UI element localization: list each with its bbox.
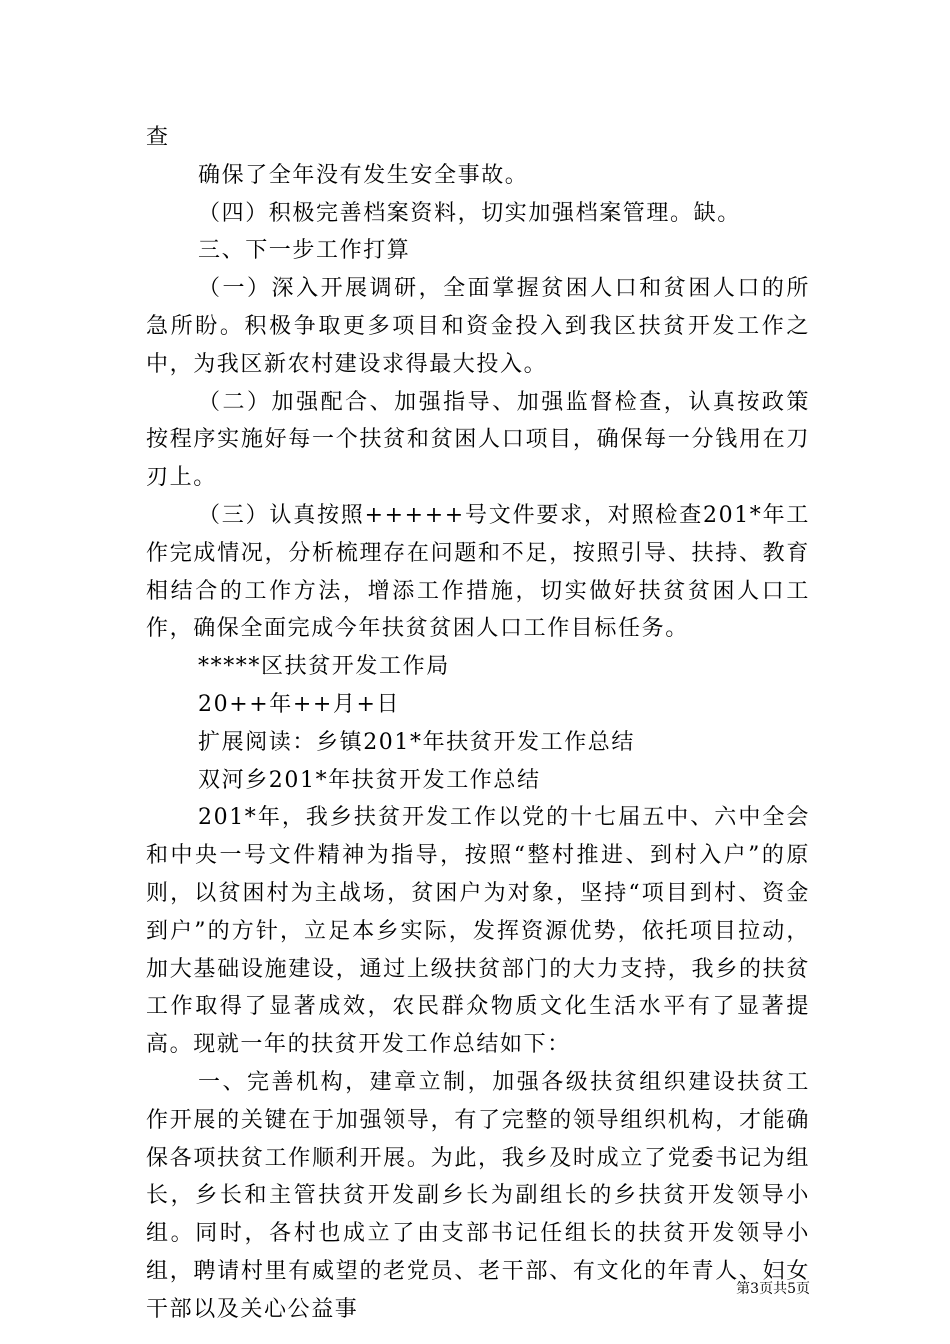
paragraph: （二）加强配合、加强指导、加强监督检查，认真按政策按程序实施好每一个扶贫和贫困人口项目，确保每一分钱用在刀刃上。: [146, 389, 810, 491]
section-heading: 三、下一步工作打算: [198, 238, 411, 264]
extended-reading-label: 扩展阅读：乡镇201*年扶贫开发工作总结: [198, 729, 635, 755]
paragraph: 201*年，我乡扶贫开发工作以党的十七届五中、六中全会和中央一号文件精神为指导，按照“整村推进、到村入户”的原则，以贫困村为主战场，贫困户为对象，坚持“项目到村、资金到户”的方针，立足本乡实际，发挥资源优势，依托项目拉动，加大基础设施建设，通过上级扶贫部门的大力支持，我乡的扶贫工作取得了显著成效，农民群众物质文化生活水平有了显著提高。现就一年的扶贫开发工作总结如下：: [146, 805, 810, 1058]
paragraph: （一）深入开展调研，全面掌握贫困人口和贫困人口的所急所盼。积极争取更多项目和资金投入到我区扶贫开发工作之中，为我区新农村建设求得最大投入。: [146, 276, 810, 377]
signature-date: 20++年++月+日: [198, 691, 401, 717]
paragraph: 一、完善机构，建章立制，加强各级扶贫组织建设扶贫工作开展的关键在于加强领导，有了完整的领导组织机构，才能确保各项扶贫工作顺利开展。为此，我乡及时成立了党委书记为组长，乡长和主管扶贫开发副乡长为副组长的乡扶贫开发领导小组。同时，各村也成立了由支部书记任组长的扶贫开发领导小组，聘请村里有威望的老党员、老干部、有文化的年青人、妇女干部以及关心公益事: [146, 1069, 810, 1322]
document-body: [146, 119, 810, 1329]
signature-organization: *****区扶贫开发工作局: [198, 654, 450, 680]
paragraph: 查: [146, 125, 170, 150]
paragraph: 确保了全年没有发生安全事故。: [198, 162, 529, 188]
report-title: 双河乡201*年扶贫开发工作总结: [198, 767, 541, 793]
paragraph: （四）积极完善档案资料，切实加强档案管理。缺。: [198, 200, 741, 226]
paragraph: （三）认真按照+++++号文件要求，对照检查201*年工作完成情况，分析梳理存在问题和不足，按照引导、扶持、教育相结合的工作方法，增添工作措施，切实做好扶贫贫困人口工作，确保全面完成今年扶贫贫困人口工作目标任务。: [146, 502, 810, 642]
page-number: 第3页共5页: [736, 1281, 810, 1297]
